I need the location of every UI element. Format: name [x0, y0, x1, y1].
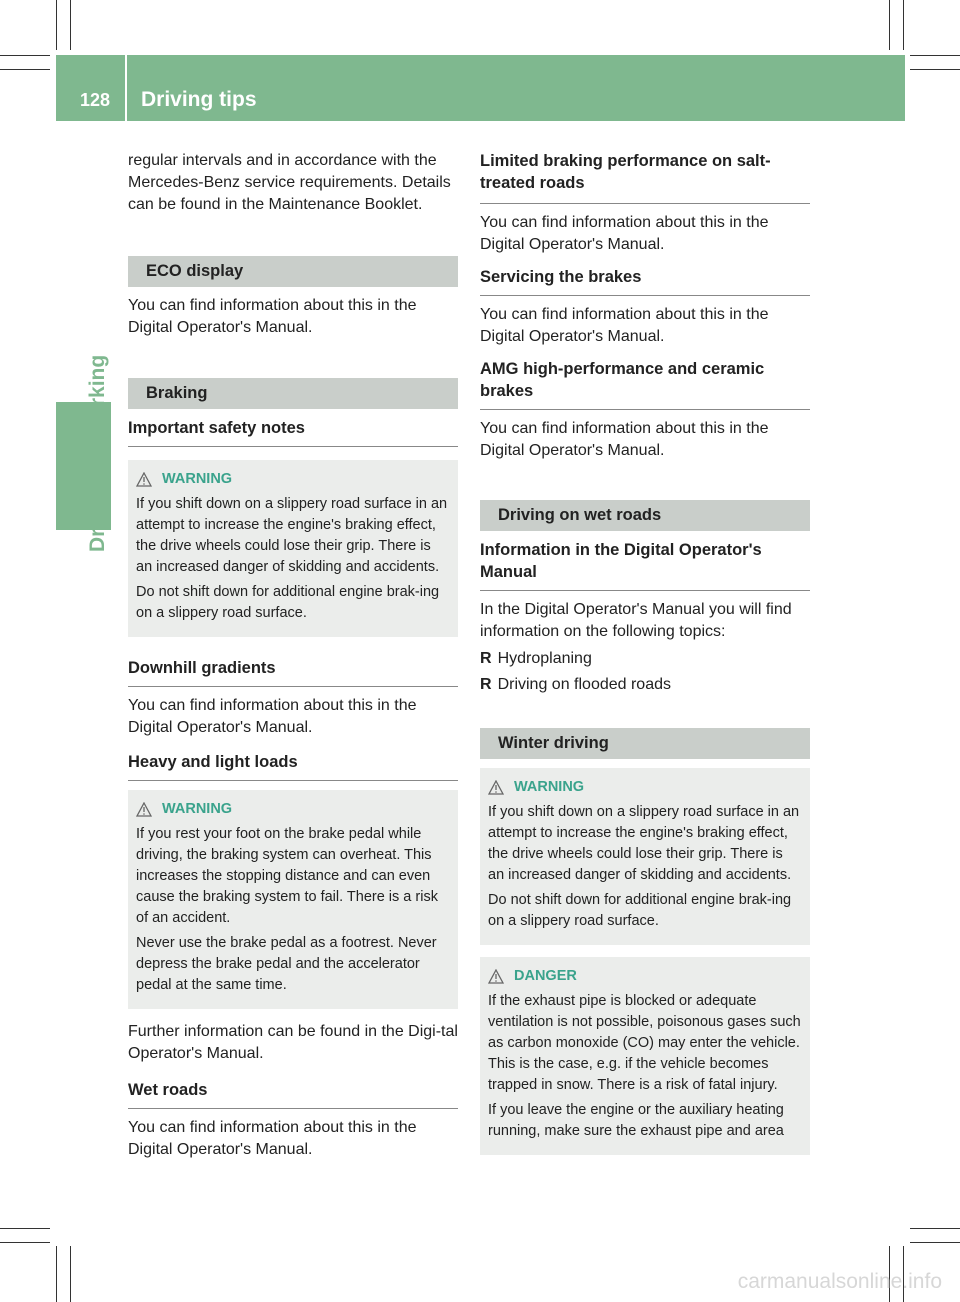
amg-text: You can find information about this in the Digital Operator's Manual. — [480, 420, 769, 459]
subheading-safety-notes: Important safety notes — [128, 417, 458, 447]
section-heading-wet-roads: Driving on wet roads — [480, 500, 810, 531]
subheading-amg-brakes: AMG high-performance and ceramic brakes — [480, 358, 810, 410]
salt-roads-text: You can find information about this in the Digital Operator's Manual. — [480, 214, 769, 253]
warning-title — [136, 471, 450, 487]
eco-text: You can find information about this in the Digital Operator's Manual. — [128, 297, 417, 336]
downhill-text: You can find information about this in the Digital Operator's Manual. — [128, 697, 417, 736]
intro-paragraph: regular intervals and in accordance with the Mercedes-Benz service requirements. Details can be found in the Maintenance Booklet. — [128, 152, 451, 213]
danger-label: DANGER — [514, 968, 577, 984]
page-number: 128 — [80, 90, 111, 110]
danger-text: If the exhaust pipe is blocked or adequate ventilation is not possible, poisonous gases such as carbon monoxide (CO) may enter the vehicle. This is the case, e.g. if the vehicle becomes trapped in snow. There is a risk of fatal injury. — [488, 993, 801, 1093]
crop-mark — [56, 0, 57, 50]
header-divider — [125, 55, 127, 121]
warning-title — [136, 801, 450, 817]
warning-title — [488, 779, 802, 795]
warning-box — [128, 790, 458, 1009]
warning-triangle-icon — [136, 802, 152, 817]
list-item: R Driving on flooded roads — [480, 676, 671, 693]
list-item: R Hydroplaning — [480, 650, 592, 667]
crop-mark — [70, 0, 71, 50]
crop-mark — [56, 1246, 57, 1302]
subheading-digital-manual: Information in the Digital Operator's Manual — [480, 539, 810, 591]
danger-box — [480, 957, 810, 1155]
watermark: carmanualsonline.info — [737, 1270, 942, 1293]
crop-mark — [0, 69, 50, 70]
wet-roads-intro: In the Digital Operator's Manual you will find information on the following topics: — [480, 601, 792, 640]
warning-triangle-icon — [136, 472, 152, 487]
subheading-downhill: Downhill gradients — [128, 657, 458, 687]
warning-text: If you shift down on a slippery road surface in an attempt to increase the engine's braking effect, the drive wheels could lose their grip. There is an increased danger of skidding and accidents. — [136, 496, 448, 575]
crop-mark — [889, 0, 890, 50]
warning-label: WARNING — [162, 801, 233, 817]
subheading-servicing: Servicing the brakes — [480, 266, 810, 296]
crop-mark — [903, 0, 904, 50]
warning-triangle-icon — [488, 780, 504, 795]
crop-mark — [0, 55, 50, 56]
warning-box — [128, 460, 458, 637]
wet-roads-text: You can find information about this in the Digital Operator's Manual. — [128, 1119, 417, 1158]
danger-title — [488, 968, 802, 984]
warning-text: Never use the brake pedal as a footrest. Never depress the brake pedal and the accelerator pedal at the same time. — [136, 935, 437, 993]
crop-mark — [910, 1228, 960, 1229]
danger-text: If you leave the engine or the auxiliary heating running, make sure the exhaust pipe and area — [488, 1102, 784, 1139]
crop-mark — [0, 1228, 50, 1229]
warning-label: WARNING — [162, 471, 233, 487]
subheading-loads: Heavy and light loads — [128, 751, 458, 781]
warning-text: Do not shift down for additional engine brak-ing on a slippery road surface. — [488, 892, 792, 929]
section-heading-braking: Braking — [128, 378, 458, 409]
servicing-text: You can find information about this in the Digital Operator's Manual. — [480, 306, 769, 345]
warning-label: WARNING — [514, 779, 585, 795]
right-column — [480, 150, 810, 1155]
crop-mark — [70, 1246, 71, 1302]
left-column — [128, 150, 458, 1161]
warning-text: Do not shift down for additional engine brak-ing on a slippery road surface. — [136, 584, 440, 621]
subheading-salt-roads: Limited braking performance on salt-treated roads — [480, 150, 810, 204]
side-tab-block — [56, 402, 111, 530]
warning-box — [480, 768, 810, 945]
page-title: Driving tips — [141, 88, 257, 111]
warning-text: If you shift down on a slippery road surface in an attempt to increase the engine's braking effect, the drive wheels could lose their grip. There is an increased danger of skidding and accidents. — [488, 804, 800, 883]
topic-list — [480, 648, 810, 696]
crop-mark — [910, 55, 960, 56]
crop-mark — [910, 69, 960, 70]
warning-text: If you rest your foot on the brake pedal while driving, the braking system can overheat. This increases the stopping distance and can even cause the braking system to fail. There is a risk of an accident. — [136, 826, 438, 926]
crop-mark — [910, 1242, 960, 1243]
subheading-wet-roads: Wet roads — [128, 1079, 458, 1109]
section-heading-eco: ECO display — [128, 256, 458, 287]
warning-triangle-icon — [488, 969, 504, 984]
crop-mark — [0, 1242, 50, 1243]
bullet-mark: R — [480, 650, 492, 667]
further-info-text: Further information can be found in the Digi-tal Operator's Manual. — [128, 1023, 458, 1062]
bullet-mark: R — [480, 676, 492, 693]
section-heading-winter: Winter driving — [480, 728, 810, 759]
